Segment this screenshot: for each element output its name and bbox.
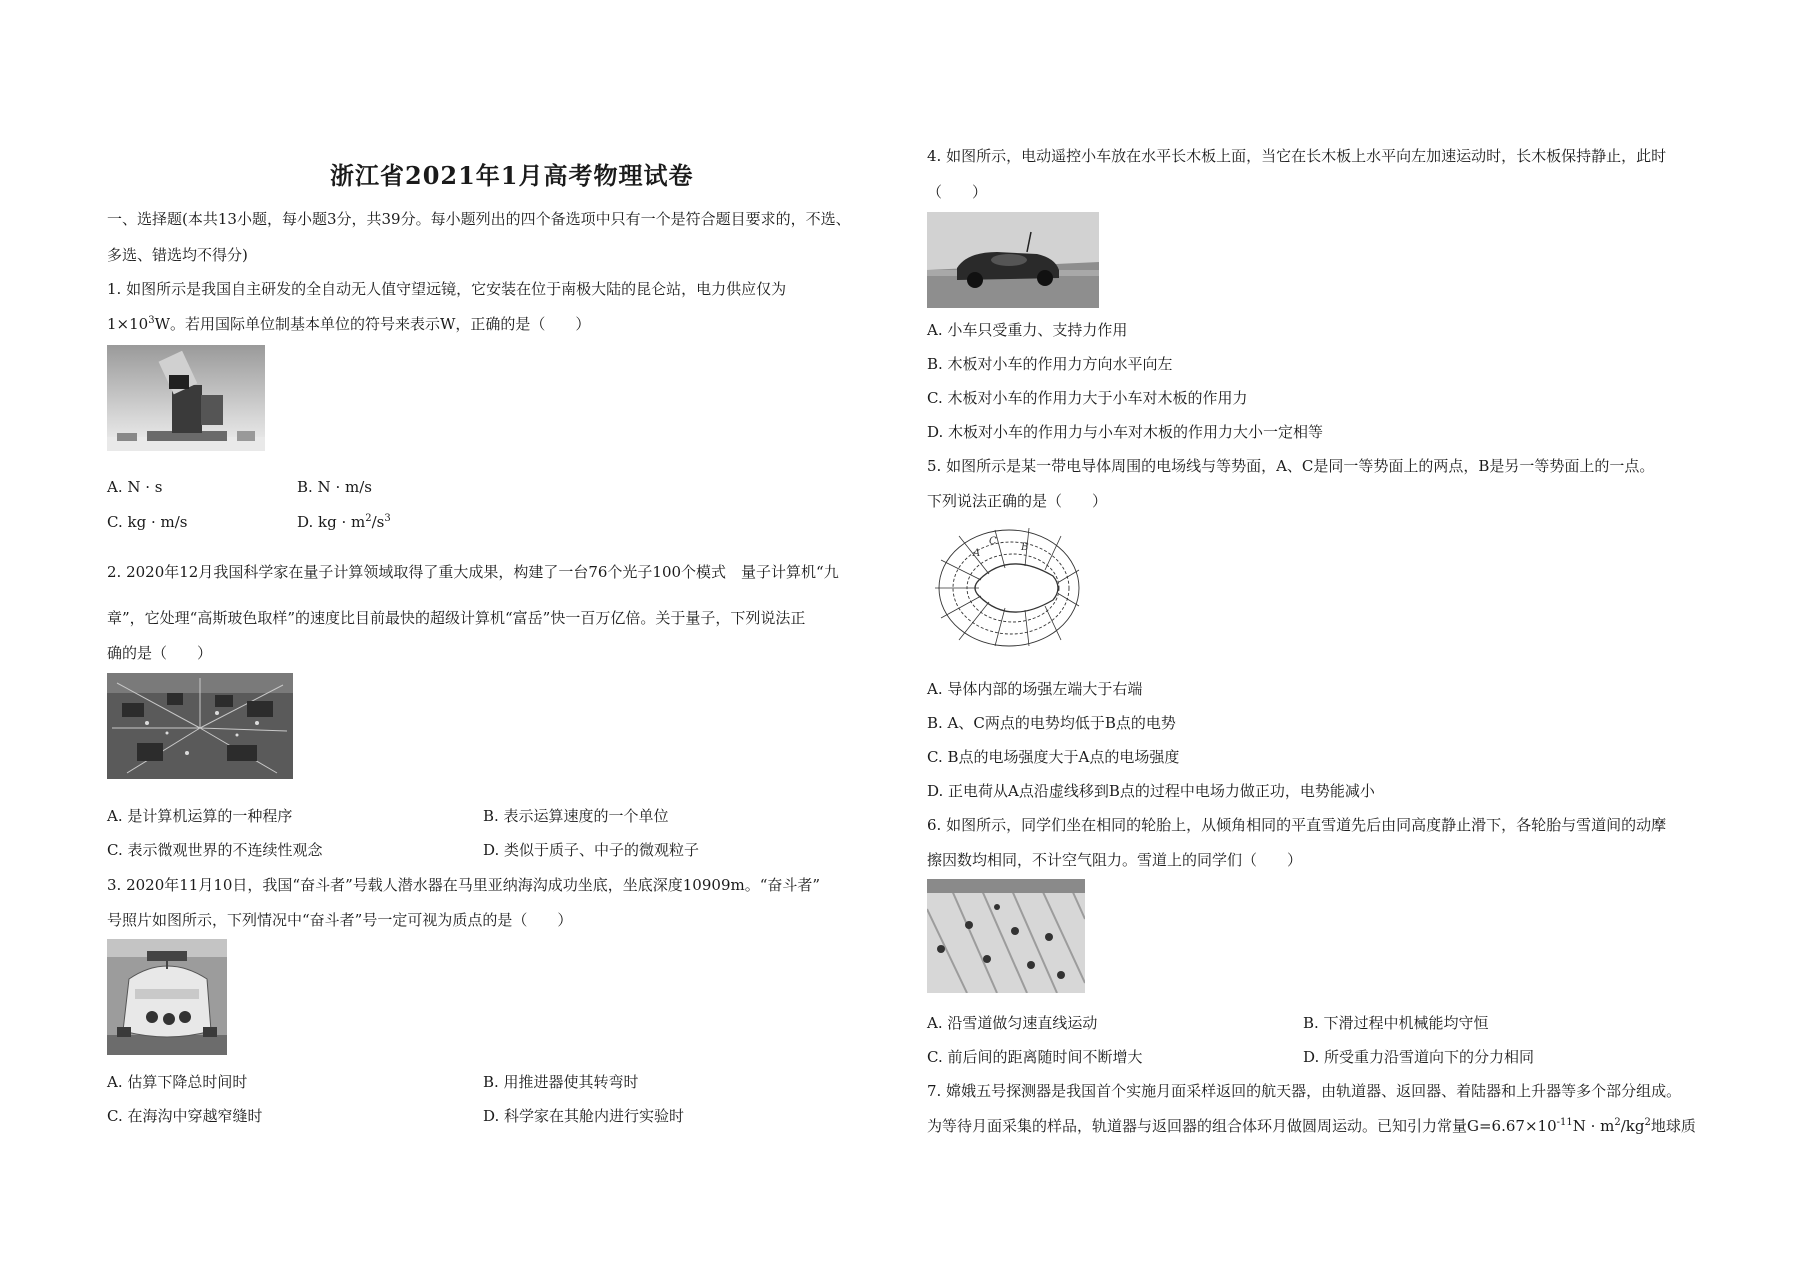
q7-exp3: 2 [1644,1117,1651,1128]
q3-stem-line1: 3. 2020年11月10日，我国“奋斗者”号载人潜水器在马里亚纳海沟成功坐底，坐底深度10909m。“奋斗者” [107,876,821,894]
q5-label-a: A [973,548,981,559]
q2-stem-line2: 章”，它处理“高斯玻色取样”的速度比目前最快的超级计算机“富岳”快一百万亿倍。关于量子，下列说法正 [107,609,806,627]
q5-option-b: B. A、C两点的电势均低于B点的电势 [927,714,1176,732]
q1-d-exp1: 2 [365,513,372,524]
q5-option-d: D. 正电荷从A点沿虚线移到B点的过程中电场力做正功，电势能减小 [927,782,1375,800]
q1-d-base: D. kg · m [297,513,366,531]
q5-stem-line1: 5. 如图所示是某一带电导体周围的电场线与等势面，A、C是同一等势面上的两点，B是另一等势面上的一点。 [927,457,1655,475]
q4-stem-line1: 4. 如图所示，电动遥控小车放在水平长木板上面，当它在长木板上水平向左加速运动时，长木板保持静止，此时 [927,147,1667,165]
q3-option-b: B. 用推进器使其转弯时 [483,1073,639,1091]
q1-option-d [297,512,391,532]
q4-toy-car-photo [927,212,1099,308]
q3-option-c: C. 在海沟中穿越窄缝时 [107,1107,263,1125]
q7-exp2: 2 [1614,1117,1621,1128]
q3-stem-line2: 号照片如图所示，下列情况中“奋斗者”号一定可视为质点的是（ ） [107,911,573,929]
q1-telescope-photo [107,345,265,451]
section-heading-line1: 一、选择题(本共13小题，每小题3分，共39分。每小题列出的四个备选项中只有一个是符合题目要求的，不选、 [107,210,851,228]
q4-option-a: A. 小车只受重力、支持力作用 [927,321,1128,339]
q1-option-c: C. kg · m/s [107,513,188,531]
q6-option-a: A. 沿雪道做匀速直线运动 [927,1014,1098,1032]
q1-power-base: 1×10 [107,315,149,333]
q1-power-exp: 3 [148,315,155,326]
q5-option-c: C. B点的电场强度大于A点的电场强度 [927,748,1180,766]
q4-option-b: B. 木板对小车的作用力方向水平向左 [927,355,1173,373]
q7-line2-part1: 为等待月面采集的样品，轨道器与返回器的组合体环月做圆周运动。已知引力常量G=6.67×10 [927,1117,1557,1135]
q2-option-c: C. 表示微观世界的不连续性观念 [107,841,323,859]
q2-stem-line3: 确的是（ ） [107,644,213,662]
q1-d-mid: /s [371,513,385,531]
q6-option-c: C. 前后间的距离随时间不断增大 [927,1048,1143,1066]
q1-option-b: B. N · m/s [297,478,372,496]
q5-label-c: C [989,536,997,547]
q7-stem-line2 [927,1116,1696,1136]
q2-option-a: A. 是计算机运算的一种程序 [107,807,293,825]
q6-option-d: D. 所受重力沿雪道向下的分力相同 [1303,1048,1535,1066]
q1-stem-line2 [107,314,590,334]
q1-d-exp2: 3 [384,513,391,524]
q4-stem-line2: （ ） [927,183,988,201]
q4-option-d: D. 木板对小车的作用力与小车对木板的作用力大小一定相等 [927,423,1324,441]
q6-snow-slope-photo [927,879,1085,993]
section-heading-line2: 多选、错选均不得分) [107,246,248,264]
q7-line2-part3: /kg [1620,1117,1645,1135]
q1-stem-line1: 1. 如图所示是我国自主研发的全自动无人值守望远镜，它安装在位于南极大陆的昆仑站，电力供应仅为 [107,280,787,298]
q7-line2-part2: N · m [1572,1117,1615,1135]
q6-stem-line1: 6. 如图所示，同学们坐在相同的轮胎上，从倾角相同的平直雪道先后由同高度静止滑下，各轮胎与雪道间的动摩 [927,816,1667,834]
q4-option-c: C. 木板对小车的作用力大于小车对木板的作用力 [927,389,1248,407]
q6-stem-line2: 擦因数均相同，不计空气阻力。雪道上的同学们（ ） [927,851,1303,869]
q6-option-b: B. 下滑过程中机械能均守恒 [1303,1014,1489,1032]
q5-option-a: A. 导体内部的场强左端大于右端 [927,680,1143,698]
q7-line2-part4: 地球质 [1650,1117,1696,1135]
q2-option-b: B. 表示运算速度的一个单位 [483,807,669,825]
q5-label-b: B [1021,542,1029,553]
q3-submersible-photo [107,939,227,1055]
q7-exp1: -11 [1556,1117,1573,1128]
page-title: 浙江省2021年1月高考物理试卷 [330,161,694,190]
q5-field-diagram [929,520,1083,652]
q1-option-a: A. N · s [107,478,163,496]
q5-stem-line2: 下列说法正确的是（ ） [927,492,1108,510]
q2-quantum-computer-photo [107,673,293,779]
q2-option-d: D. 类似于质子、中子的微观粒子 [483,841,700,859]
q7-stem-line1: 7. 嫦娥五号探测器是我国首个实施月面采样返回的航天器，由轨道器、返回器、着陆器和上升器等多个部分组成。 [927,1082,1682,1100]
q3-option-d: D. 科学家在其舱内进行实验时 [483,1107,685,1125]
q3-option-a: A. 估算下降总时间时 [107,1073,248,1091]
q1-stem-rest: W。若用国际单位制基本单位的符号来表示W，正确的是（ ） [154,315,591,333]
q2-stem-line1: 2. 2020年12月我国科学家在量子计算领域取得了重大成果，构建了一台76个光子100个模式 量子计算机“九 [107,563,839,581]
